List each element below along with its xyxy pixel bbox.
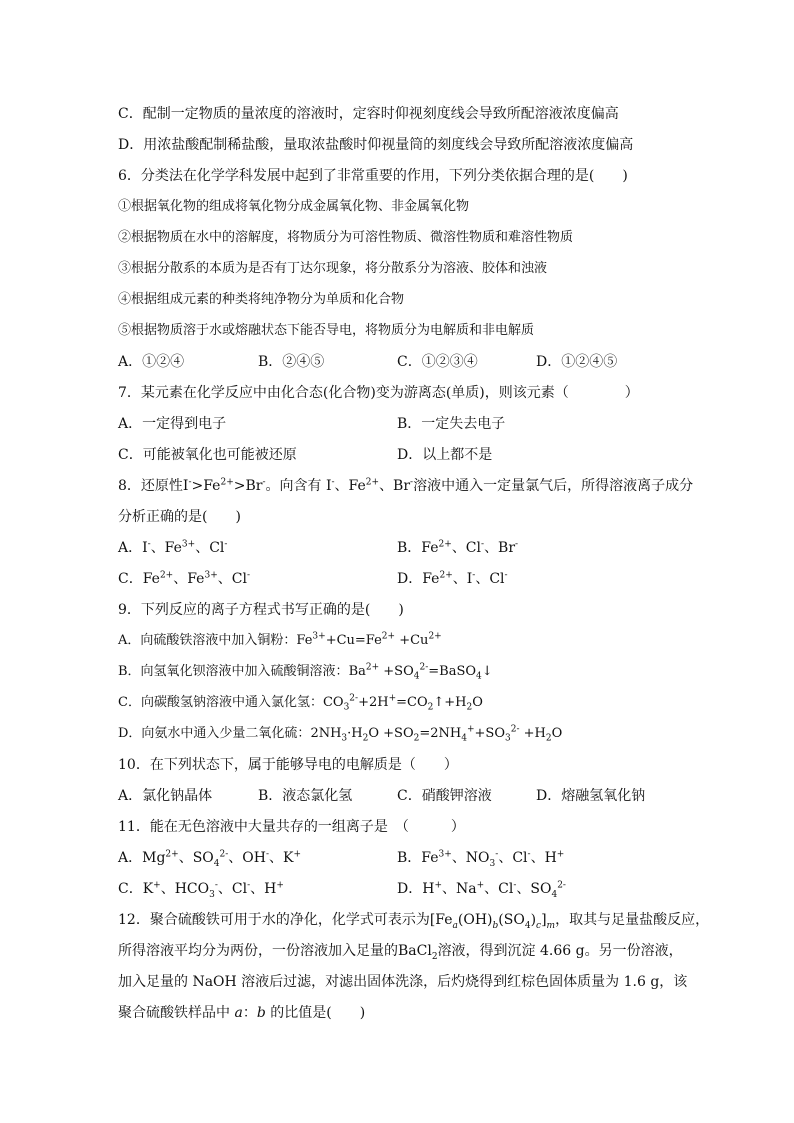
option-7b: B．一定失去电子: [397, 416, 506, 432]
option-6b: B．②④⑤: [258, 354, 325, 370]
question-12-line2: 所得溶液平均分为两份，一份溶液加入足量的BaCl$_2$溶液，得到沉淀 4.66 g。另一份溶液，: [118, 943, 683, 962]
option-9c: C．向碳酸氢钠溶液中通入氯化氢：$CO_3^{2-}+2H^+=CO_2↑+H_2O$: [118, 693, 483, 713]
option-10a: A．氯化钠晶体: [118, 788, 213, 804]
option-6a: A．①②④: [118, 354, 185, 370]
question-8-stem: 8．还原性$I^->Fe^{2+}>Br^-$。向含有 I-、$Fe^{2+}$、Br-溶液中通入一定量氯气后，所得溶液离子成分: [118, 477, 694, 494]
option-10b: B．液态氯化氢: [258, 788, 353, 804]
question-6-item-3: ③根据分散系的本质为是否有丁达尔现象，将分散系分为溶液、胶体和浊液: [118, 261, 548, 276]
question-9-stem: 9．下列反应的离子方程式书写正确的是( ): [118, 602, 404, 618]
question-10-stem: 10．在下列状态下，属于能够导电的电解质是（ ）: [118, 757, 458, 773]
option-7d: D．以上都不是: [397, 447, 493, 463]
option-6c: C．①②③④: [397, 354, 478, 370]
option-8a: A．I-、$Fe^{3+}$、Cl-: [118, 539, 228, 556]
question-6-item-1: ①根据氧化物的组成将氧化物分成金属氧化物、非金属氧化物: [118, 199, 470, 214]
option-8c: C．$Fe^{2+}$、$Fe^{3+}$、Cl-: [118, 570, 250, 587]
question-12-line3: 加入足量的 NaOH 溶液后过滤，对滤出固体洗涤，后灼烧得到红棕色固体质量为 1.6 g，该: [118, 974, 688, 990]
option-11b: B．$Fe^{3+}$、$NO_3^-$、Cl-、H+: [397, 849, 565, 869]
question-6-item-4: ④根据组成元素的种类将纯净物分为单质和化合物: [118, 292, 405, 307]
question-6-stem: 6．分类法在化学学科发展中起到了非常重要的作用，下列分类依据合理的是( ): [118, 168, 628, 184]
option-7a: A．一定得到电子: [118, 416, 227, 432]
option-10c: C．硝酸钾溶液: [397, 788, 492, 804]
option-11c: C．K+、$HCO_3^-$、Cl-、H+: [118, 880, 284, 900]
question-11-stem: 11．能在无色溶液中大量共存的一组离子是 （ ）: [118, 819, 465, 835]
option-8d: D．$Fe^{2+}$、I-、Cl-: [397, 570, 508, 587]
option-7c: C．可能被氧化也可能被还原: [118, 447, 297, 463]
option-9b: B．向氢氧化钡溶液中加入硫酸铜溶液：$Ba^{2+}$ $+SO_4^{2-}=BaSO_4↓$: [118, 662, 493, 682]
question-6-item-2: ②根据物质在水中的溶解度，将物质分为可溶性物质、微溶性物质和难溶性物质: [118, 230, 574, 245]
question-8-stem-line2: 分析正确的是( ): [118, 509, 241, 525]
option-9d: D．向氨水中通入少量二氧化硫：$2NH_3\cdot H_2O +SO_2=2NH_4^++SO_3^{2-} +H_2O$: [118, 724, 563, 744]
question-6-item-5: ⑤根据物质溶于水或熔融状态下能否导电，将物质分为电解质和非电解质: [118, 323, 535, 338]
question-12-line1: 12．聚合硫酸铁可用于水的净化，化学式可表示为$[Fe_a(OH)_b(SO_4)_c]_m$，取其与足量盐酸反应，: [118, 912, 710, 931]
option-5d: D．用浓盐酸配制稀盐酸，量取浓盐酸时仰视量筒的刻度线会导致所配溶液浓度偏高: [118, 137, 634, 153]
option-10d: D．熔融氢氧化钠: [536, 788, 646, 804]
option-5c: C．配制一定物质的量浓度的溶液时，定容时仰视刻度线会导致所配溶液浓度偏高: [118, 106, 619, 122]
option-9a: A．向硫酸铁溶液中加入铜粉：$Fe^{3+}+Cu=Fe^{2+} +Cu^{2+}$: [118, 631, 442, 648]
option-8b: B．$Fe^{2+}$、Cl-、Br-: [397, 539, 519, 556]
question-12-line4: 聚合硫酸铁样品中 a：b 的比值是( ): [118, 1005, 366, 1021]
option-6d: D．①②④⑤: [536, 354, 618, 370]
option-11a: A．$Mg^{2+}$、$SO_4^{2-}$、OH-、K+: [118, 849, 302, 869]
option-11d: D．H+、Na+、Cl-、$SO_4^{2-}$: [397, 880, 566, 900]
question-7-stem: 7．某元素在化学反应中由化合态(化合物)变为游离态(单质)，则该元素（ ）: [118, 385, 639, 401]
